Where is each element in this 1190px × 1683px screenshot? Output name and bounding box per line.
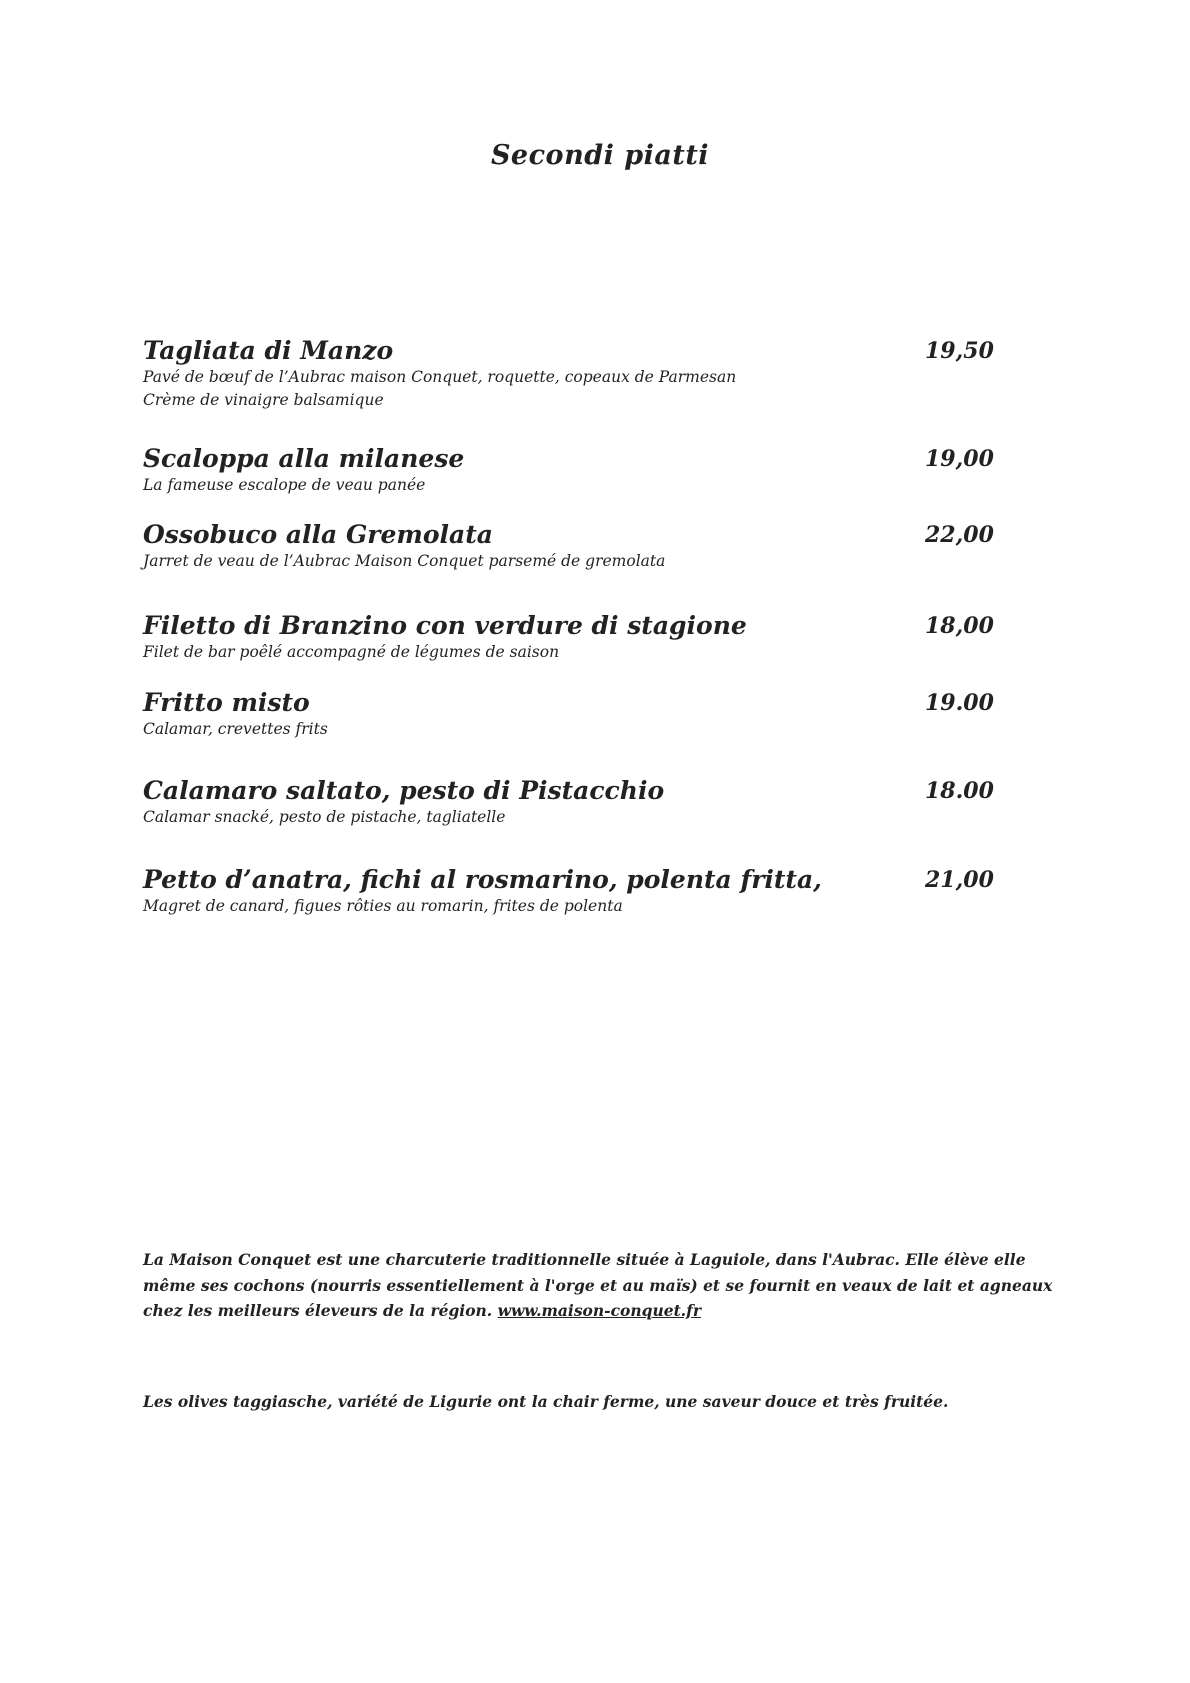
dish-price: 18,00: [925, 613, 994, 639]
page-title: Secondi piatti: [490, 140, 710, 171]
menu-item: [143, 336, 1003, 412]
dish-price: 22,00: [925, 522, 994, 548]
olives-note: Les olives taggiasche, variété de Ligurie ont la chair ferme, une saveur douce et très fruitée.: [143, 1392, 949, 1411]
dish-name: Ossobuco alla Gremolata: [143, 520, 493, 549]
dish-price: 19.00: [925, 690, 994, 716]
dish-name: Tagliata di Manzo: [143, 336, 394, 365]
dish-name: Filetto di Branzino con verdure di stagione: [143, 611, 747, 640]
dish-description: La fameuse escalope de veau panée: [143, 476, 426, 494]
menu-item: [143, 611, 1003, 664]
conquet-link[interactable]: www.maison-conquet.fr: [497, 1301, 701, 1320]
dish-price: 21,00: [925, 867, 994, 893]
dish-description: Filet de bar poêlé accompagné de légumes de saison: [143, 643, 560, 661]
dish-name: Fritto misto: [143, 688, 310, 717]
dish-description: Crème de vinaigre balsamique: [143, 391, 384, 409]
dish-description: Pavé de bœuf de l’Aubrac maison Conquet, roquette, copeaux de Parmesan: [143, 368, 737, 386]
menu-item: [143, 776, 1003, 829]
dish-price: 19,50: [925, 338, 994, 364]
menu-item: [143, 520, 1003, 573]
dish-description: Calamar snacké, pesto de pistache, tagliatelle: [143, 808, 506, 826]
dish-description: Jarret de veau de l’Aubrac Maison Conquet parsemé de gremolata: [143, 552, 666, 570]
menu-item: [143, 865, 1003, 918]
dish-description: Calamar, crevettes frits: [143, 720, 328, 738]
dish-name: Scaloppa alla milanese: [143, 444, 465, 473]
menu-item: [143, 444, 1003, 497]
dish-name: Petto d’anatra, fichi al rosmarino, polenta fritta,: [143, 865, 822, 894]
maison-conquet-note: [143, 1247, 1063, 1324]
dish-name: Calamaro saltato, pesto di Pistacchio: [143, 776, 665, 805]
menu-item: [143, 688, 1003, 741]
conquet-text: La Maison Conquet est une charcuterie traditionnelle située à Laguiole, dans l'Aubrac. Elle élève elle même ses cochons (nourris essentiellement à l'orge et au maïs) et se fournit en veaux de lait et agneaux chez les meilleurs éleveurs de la région.: [143, 1250, 1053, 1320]
dish-price: 18.00: [925, 778, 994, 804]
dish-description: Magret de canard, figues rôties au romarin, frites de polenta: [143, 897, 623, 915]
dish-price: 19,00: [925, 446, 994, 472]
